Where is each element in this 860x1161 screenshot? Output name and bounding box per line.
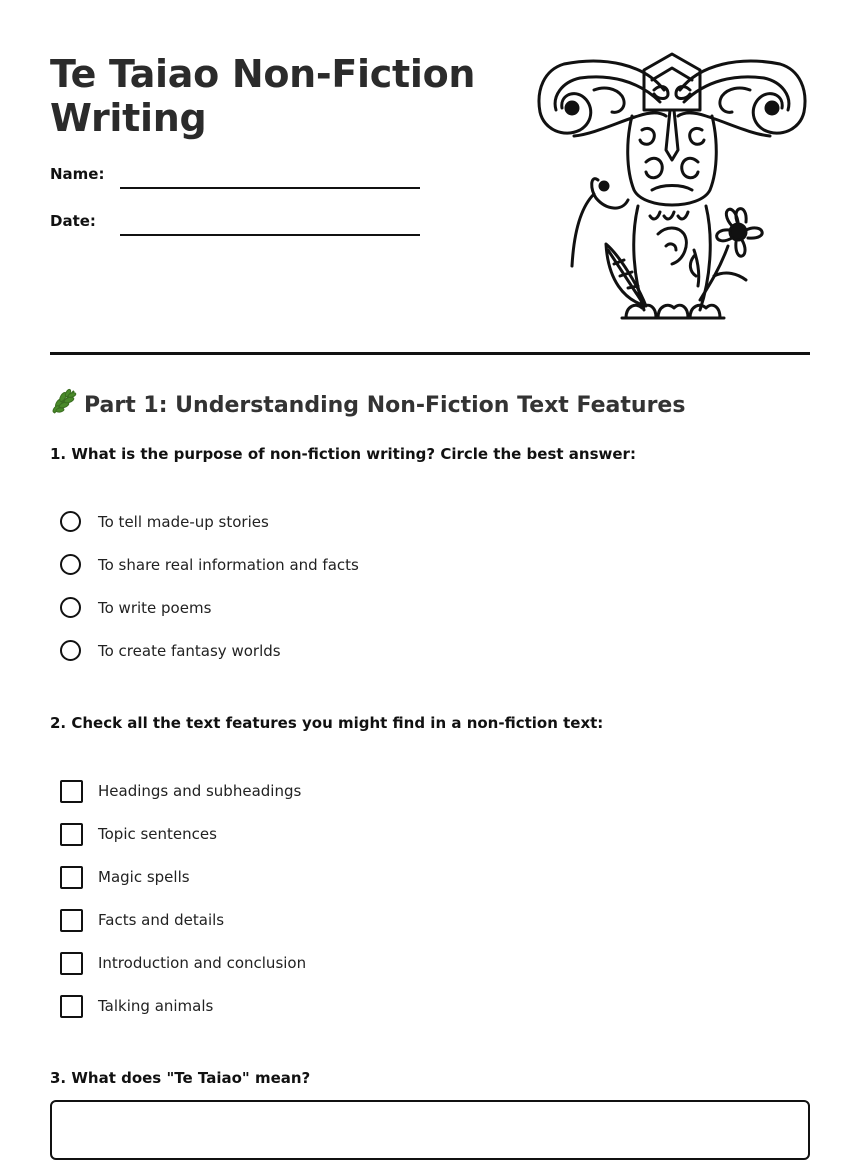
date-input[interactable] [120, 234, 420, 236]
q2-option-1[interactable] [60, 779, 760, 805]
q2-option-5-label: Introduction and conclusion [98, 954, 307, 972]
q2-option-3[interactable] [60, 865, 760, 891]
name-input[interactable] [120, 187, 420, 189]
q2-option-1-checkbox[interactable] [60, 780, 83, 803]
q2-option-4[interactable] [60, 908, 760, 934]
worksheet-header [50, 0, 810, 355]
q2-option-5-checkbox[interactable] [60, 952, 83, 975]
question-3-text: 3. What does "Te Taiao" mean? [50, 1069, 311, 1087]
section-title-part1 [50, 388, 685, 422]
worksheet-title: Te Taiao Non-Fiction Writing [50, 52, 476, 140]
q1-option-1-circle[interactable] [60, 511, 81, 532]
q2-option-6[interactable] [60, 994, 760, 1020]
q2-option-3-label: Magic spells [98, 868, 190, 886]
q1-option-4-circle[interactable] [60, 640, 81, 661]
worksheet-page [50, 0, 810, 1161]
q1-option-2[interactable] [60, 553, 760, 579]
q2-option-2-label: Topic sentences [98, 825, 217, 843]
q1-option-3-circle[interactable] [60, 597, 81, 618]
q1-option-1[interactable] [60, 510, 760, 536]
question-3-answer-box[interactable] [50, 1100, 810, 1160]
q1-option-3[interactable] [60, 596, 760, 622]
date-label: Date: [50, 212, 96, 230]
name-label: Name: [50, 165, 105, 183]
q2-option-2[interactable] [60, 822, 760, 848]
q1-option-1-label: To tell made-up stories [98, 513, 269, 531]
q2-option-4-checkbox[interactable] [60, 909, 83, 932]
q2-option-2-checkbox[interactable] [60, 823, 83, 846]
question-2-text: 2. Check all the text features you might find in a non-fiction text: [50, 714, 604, 732]
q2-option-3-checkbox[interactable] [60, 866, 83, 889]
q2-option-6-checkbox[interactable] [60, 995, 83, 1018]
q2-option-4-label: Facts and details [98, 911, 225, 929]
taiao-carving-illustration-icon [534, 50, 810, 326]
q2-option-6-label: Talking animals [98, 997, 214, 1015]
section-title-text: Part 1: Understanding Non-Fiction Text Features [84, 393, 686, 418]
q2-option-5[interactable] [60, 951, 760, 977]
q2-option-1-label: Headings and subheadings [98, 782, 302, 800]
question-1-text: 1. What is the purpose of non-fiction writing? Circle the best answer: [50, 445, 636, 463]
q1-option-4-label: To create fantasy worlds [98, 642, 281, 660]
fern-leaf-icon [50, 388, 78, 416]
date-field-row [50, 207, 470, 237]
q1-option-2-label: To share real information and facts [98, 556, 359, 574]
q1-option-3-label: To write poems [98, 599, 212, 617]
q1-option-2-circle[interactable] [60, 554, 81, 575]
name-field-row [50, 160, 470, 190]
q1-option-4[interactable] [60, 639, 760, 665]
